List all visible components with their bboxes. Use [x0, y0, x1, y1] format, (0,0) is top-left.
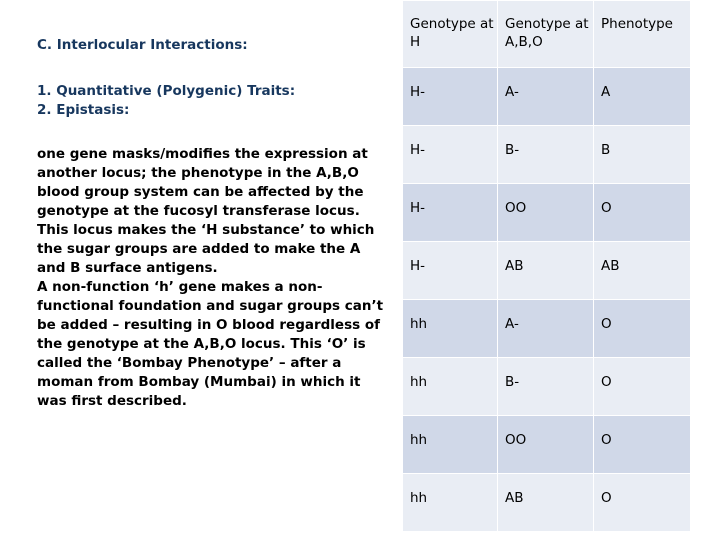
cell-genotype-h: H- — [403, 242, 498, 300]
table-row — [403, 242, 691, 300]
table-row — [403, 416, 691, 474]
section-heading: C. Interlocular Interactions: — [37, 37, 248, 53]
table-row — [403, 474, 691, 532]
table-row — [403, 68, 691, 126]
cell-genotype-h: H- — [403, 184, 498, 242]
header-genotype-abo: Genotype at A,B,O — [498, 1, 594, 68]
cell-genotype-abo: AB — [498, 242, 594, 300]
cell-phenotype: A — [594, 68, 691, 126]
epistasis-description — [37, 145, 387, 411]
cell-genotype-h: H- — [403, 68, 498, 126]
trait-item-quantitative: 1. Quantitative (Polygenic) Traits: — [37, 83, 296, 99]
cell-genotype-abo: OO — [498, 184, 594, 242]
cell-genotype-h: hh — [403, 358, 498, 416]
cell-phenotype: O — [594, 300, 691, 358]
header-genotype-h: Genotype at H — [403, 1, 498, 68]
table-row — [403, 358, 691, 416]
description-paragraph-bombay: A non-function ‘h’ gene makes a non-functional foundation and sugar groups can’t be added – resulting in O blood regardless of the genotype at the A,B,O locus. This ‘O’ is called the ‘Bombay Phenotype’ – after a moman from Bombay (Mumbai) in which it was first described. — [37, 279, 384, 409]
cell-phenotype: AB — [594, 242, 691, 300]
cell-genotype-h: H- — [403, 126, 498, 184]
cell-genotype-abo: AB — [498, 474, 594, 532]
cell-genotype-abo: A- — [498, 68, 594, 126]
table-row — [403, 300, 691, 358]
trait-item-epistasis: 2. Epistasis: — [37, 102, 130, 118]
table-header-row — [403, 1, 691, 68]
cell-genotype-abo: A- — [498, 300, 594, 358]
cell-phenotype: O — [594, 474, 691, 532]
trait-list — [37, 82, 295, 120]
cell-genotype-abo: B- — [498, 126, 594, 184]
header-phenotype: Phenotype — [594, 1, 691, 68]
cell-genotype-h: hh — [403, 416, 498, 474]
table-row — [403, 126, 691, 184]
genotype-phenotype-table — [402, 0, 691, 532]
table-row — [403, 184, 691, 242]
cell-genotype-h: hh — [403, 300, 498, 358]
cell-genotype-abo: OO — [498, 416, 594, 474]
cell-genotype-abo: B- — [498, 358, 594, 416]
cell-phenotype: B — [594, 126, 691, 184]
cell-genotype-h: hh — [403, 474, 498, 532]
cell-phenotype: O — [594, 184, 691, 242]
cell-phenotype: O — [594, 416, 691, 474]
cell-phenotype: O — [594, 358, 691, 416]
description-paragraph-h-substance: one gene masks/modifies the expression at another locus; the phenotype in the A,B,O blood group system can be affected by the genotype at the fucosyl transferase locus. This locus makes the ‘H substance’ to which the sugar groups are added to make the A and B surface antigens. — [37, 146, 375, 276]
